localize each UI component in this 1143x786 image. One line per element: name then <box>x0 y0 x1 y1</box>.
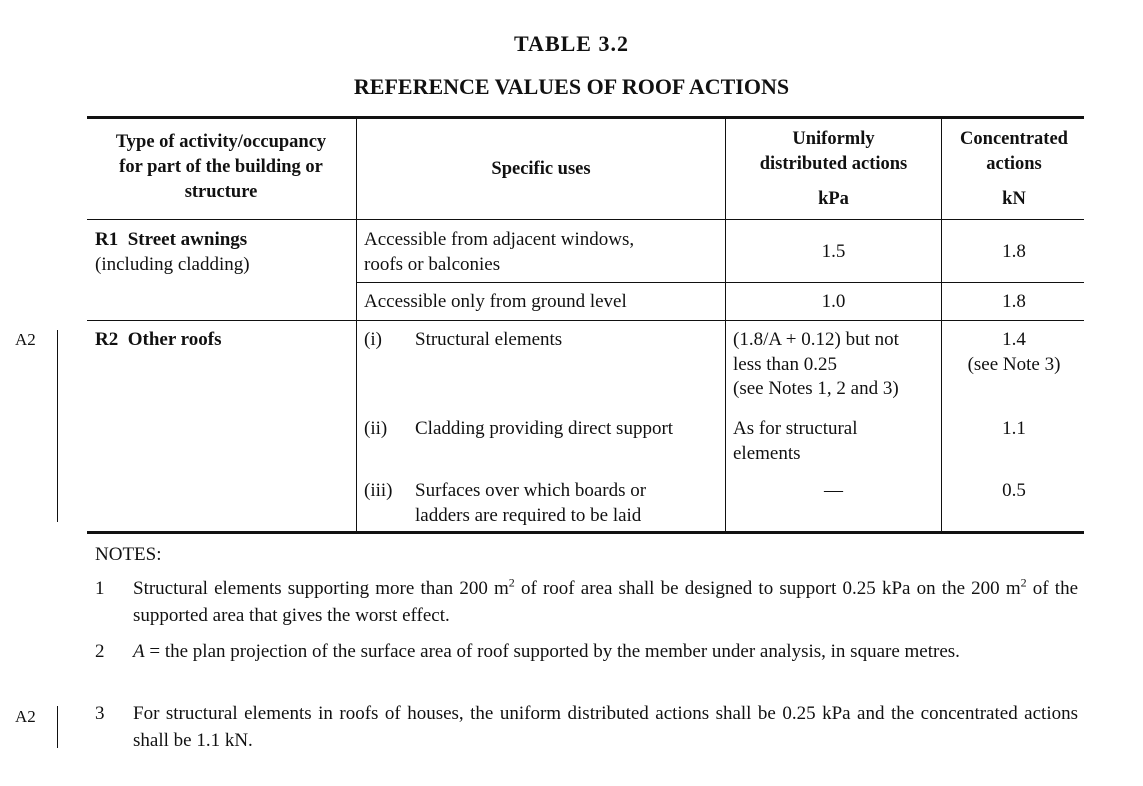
amendment-tag-2: A2 <box>15 707 36 726</box>
header-specific-uses: Specific uses <box>491 159 591 179</box>
note-2-text: A = the plan projection of the surface area of roof supported by the member under analysis, in square metres. <box>133 641 960 662</box>
r2i-conc: 1.4 (see Note 3) <box>967 329 1061 375</box>
r2i-num: (i) <box>364 329 382 350</box>
r1a-use: Accessible from adjacent windows, roofs or balconies <box>364 229 635 275</box>
amendment-tag-1: A2 <box>15 330 36 349</box>
r1b-udl: 1.0 <box>821 291 846 312</box>
r1-sublabel: (including cladding) <box>95 254 250 275</box>
r2-label: R2 Other roofs <box>95 329 222 350</box>
r1-label: R1 Street awnings <box>95 229 248 250</box>
note-3-number: 3 <box>95 703 105 724</box>
column-divider-2 <box>725 119 726 532</box>
r2iii-use: Surfaces over which boards or ladders are required to be laid <box>415 480 647 526</box>
r2i-udl: (1.8/A + 0.12) but not less than 0.25 (see Notes 1, 2 and 3) <box>733 329 899 399</box>
r2ii-num: (ii) <box>364 418 388 439</box>
column-divider-1 <box>356 119 357 532</box>
table-number: TABLE 3.2 <box>514 31 629 56</box>
column-divider-3 <box>941 119 942 532</box>
header-udl: Uniformly distributed actions kPa <box>759 129 908 209</box>
note-2-number: 2 <box>95 641 105 662</box>
header-type: Type of activity/occupancy for part of the building or structure <box>115 132 327 202</box>
table-top-rule <box>87 116 1084 119</box>
r2ii-use: Cladding providing direct support <box>415 418 674 439</box>
row-r1a-rule <box>356 282 1084 283</box>
note-1-text: Structural elements supporting more than 200 $m^2$ of roof area shall be designed to support 0.25 kPa on the 200 $m^2$ of the supported area that gives the worst effect. <box>133 575 1079 626</box>
r2ii-conc: 1.1 <box>1002 418 1026 439</box>
r2iii-num: (iii) <box>364 480 393 501</box>
table-title: REFERENCE VALUES OF ROOF ACTIONS <box>353 74 790 99</box>
header-bottom-rule <box>87 219 1084 220</box>
amendment-bar-1 <box>57 330 58 522</box>
note-3-text: For structural elements in roofs of houses, the uniform distributed actions shall be 0.25 kPa and the concentrated actions shall be 1.1 kN. <box>133 703 1078 751</box>
amendment-bar-2 <box>57 706 58 748</box>
r1a-udl: 1.5 <box>821 241 846 262</box>
note-1-number: 1 <box>95 578 105 599</box>
r1a-conc: 1.8 <box>1002 241 1026 262</box>
table-bottom-rule <box>87 531 1084 534</box>
r1b-conc: 1.8 <box>1002 291 1026 312</box>
r2ii-udl: As for structural elements <box>733 418 858 464</box>
notes-heading: NOTES: <box>95 544 162 565</box>
row-r1-rule <box>87 320 1084 321</box>
r1b-use: Accessible only from ground level <box>364 291 627 312</box>
r2iii-udl: — <box>824 480 843 501</box>
header-concentrated: Concentrated actions kN <box>960 129 1068 209</box>
r2iii-conc: 0.5 <box>1002 480 1026 501</box>
r2i-use: Structural elements <box>415 329 563 350</box>
